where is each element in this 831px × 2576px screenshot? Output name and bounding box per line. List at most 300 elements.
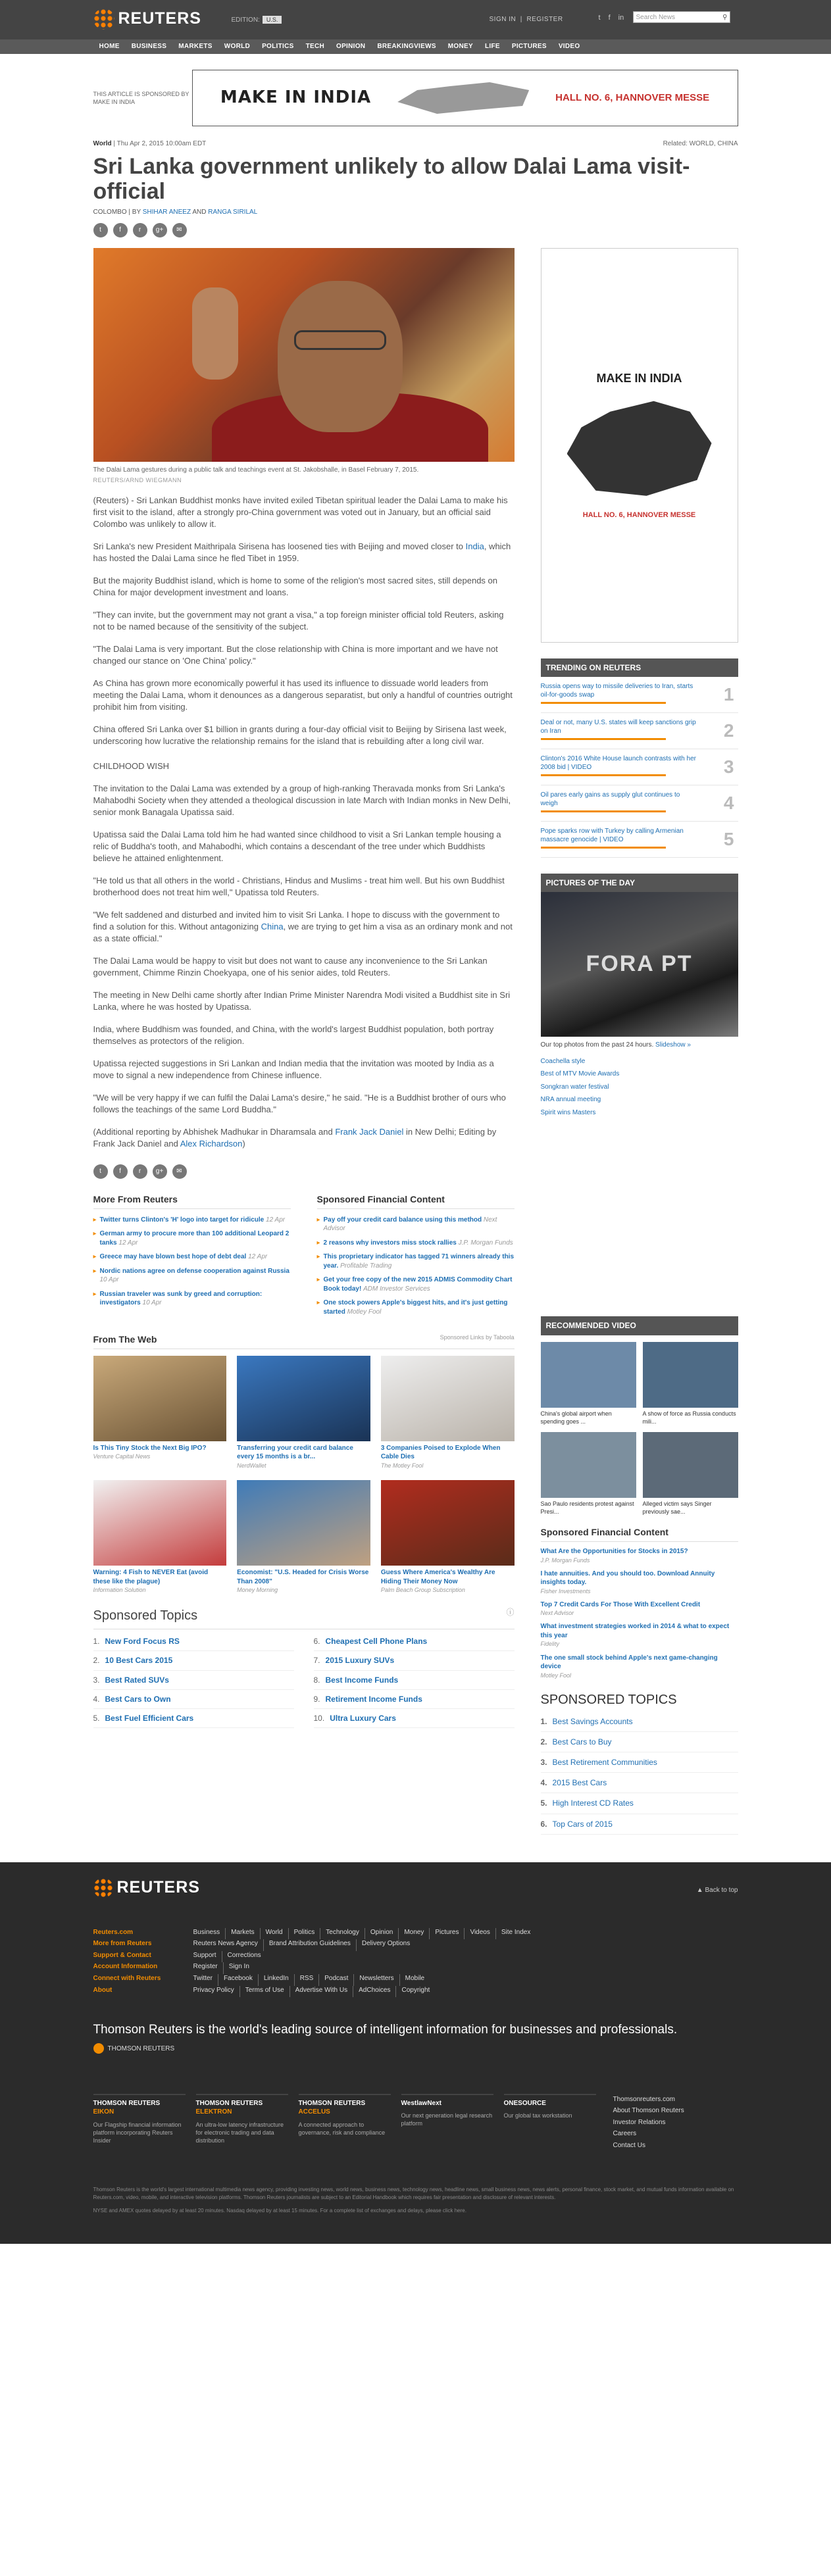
video-thumbnail[interactable] <box>541 1432 636 1498</box>
more-from-reuters <box>93 1193 291 1319</box>
product-desc: Our Flagship financial information platform incorporating Reuters Insider <box>93 2121 182 2144</box>
nav-item[interactable]: MARKETS <box>178 43 213 51</box>
gallery-link[interactable]: Songkran water festival <box>540 1083 609 1091</box>
web-thumbnail[interactable] <box>93 1480 227 1566</box>
article-date: Thu Apr 2, 2015 10:00am EDT <box>116 140 207 147</box>
trending-link[interactable]: Deal or not, many U.S. states will keep sanctions grip on Iran <box>540 719 696 735</box>
potd-caption: Our top photos from the past 24 hours. Slideshow » <box>540 1041 691 1049</box>
footer-link[interactable]: Corrections <box>227 1951 261 1959</box>
trending-link[interactable]: Russia opens way to missile deliveries to Iran, starts oil-for-goods swap <box>540 683 693 699</box>
footer-link[interactable]: RSS <box>300 1974 320 1986</box>
product-desc: Our global tax workstation <box>503 2112 572 2119</box>
more-item[interactable] <box>93 1264 291 1287</box>
twitter-icon[interactable]: t <box>598 14 601 22</box>
nav-item[interactable]: BUSINESS <box>131 43 167 51</box>
web-card[interactable] <box>93 1356 227 1470</box>
web-thumbnail[interactable] <box>237 1356 370 1441</box>
web-title[interactable]: Economist: "U.S. Headed for Crisis Worse Than 2008" <box>237 1569 369 1585</box>
video-card[interactable] <box>643 1432 738 1516</box>
top-bar <box>0 0 831 39</box>
popularity-bar <box>541 774 666 776</box>
web-title[interactable]: Transferring your credit card balance every 15 months is a br... <box>237 1444 353 1461</box>
topic-item[interactable]: 4. Best Cars to Own <box>93 1690 294 1709</box>
more-date: 12 Apr <box>118 1239 138 1247</box>
lion-logo-icon <box>567 396 712 501</box>
sponsor-source: Fisher Investments <box>540 1587 591 1595</box>
nav-item[interactable]: WORLD <box>224 43 251 51</box>
nav-item[interactable]: OPINION <box>336 43 366 51</box>
product-desc: A connected approach to governance, risk and compliance <box>298 2121 386 2136</box>
nav-item[interactable]: POLITICS <box>262 43 294 51</box>
lion-logo-icon <box>397 78 529 118</box>
tr-logo-icon <box>93 2043 104 2054</box>
nav-item[interactable]: TECH <box>305 43 324 51</box>
corporate-link[interactable]: Contact Us <box>613 2141 645 2149</box>
web-source: Money Morning <box>237 1587 278 1594</box>
tagline-band <box>0 2014 831 2066</box>
web-card[interactable] <box>381 1480 515 1594</box>
product-card[interactable] <box>93 2094 186 2152</box>
sponsored-link[interactable]: What Are the Opportunities for Stocks in 2015? <box>540 1548 688 1556</box>
india-link[interactable]: India <box>465 541 484 551</box>
share-bar <box>93 223 738 237</box>
article-body <box>93 495 515 1150</box>
paragraph: "He told us that all others in the world - Christians, Hindus and Muslims - treat him well. But his own Buddhist brotherhood does not treat him well," Upatissa told Reuters. <box>93 875 505 897</box>
video-thumbnail[interactable] <box>643 1432 738 1498</box>
footer-link[interactable]: Politics <box>294 1928 321 1940</box>
reuters-logo-icon <box>93 9 114 30</box>
topic-link[interactable]: Best Cars to Own <box>105 1694 171 1704</box>
footer-link[interactable]: LinkedIn <box>264 1974 295 1986</box>
trending-item[interactable] <box>541 713 738 749</box>
product-desc: Our next generation legal research platform <box>401 2112 493 2127</box>
pictures-of-day-image[interactable] <box>541 892 738 1037</box>
web-source: Information Solution <box>93 1587 146 1594</box>
article-column <box>93 248 515 1835</box>
topic-item[interactable]: 3. Best Rated SUVs <box>93 1671 294 1690</box>
more-date: 12 Apr <box>266 1216 286 1224</box>
web-thumbnail[interactable] <box>381 1480 515 1566</box>
facebook-share-icon[interactable]: f <box>113 223 128 237</box>
more-title: More From Reuters <box>93 1193 291 1209</box>
corporate-link[interactable]: Careers <box>613 2130 637 2138</box>
header-social <box>599 13 624 23</box>
topic-link[interactable]: 10 Best Cars 2015 <box>105 1656 173 1666</box>
reddit-share-icon[interactable]: r <box>133 1164 147 1179</box>
web-thumbnail[interactable] <box>93 1356 227 1441</box>
sponsor-source: ADM Investor Services <box>363 1285 430 1293</box>
paragraph: The meeting in New Delhi came shortly after Indian Prime Minister Narendra Modi visited a Buddhist site in Sri Lanka, where he was hosted by Upatissa. <box>93 989 511 1012</box>
article-photo[interactable] <box>93 248 515 462</box>
author-link[interactable]: RANGA SIRILAL <box>208 208 258 216</box>
popularity-bar <box>541 702 666 704</box>
footer-link[interactable]: Technology <box>326 1928 365 1940</box>
sponsored-link[interactable]: This proprietary indicator has tagged 71 winners already this year. <box>323 1253 515 1270</box>
topic-item[interactable]: 10. Ultra Luxury Cars <box>314 1709 515 1728</box>
web-title[interactable]: Guess Where America's Wealthy Are Hiding Their Money Now <box>380 1569 495 1585</box>
topic-item[interactable]: 4. 2015 Best Cars <box>541 1773 738 1793</box>
sponsor-ad[interactable] <box>93 70 738 126</box>
sponsored-link[interactable]: I hate annuities. And you should too. Download Annuity insights today. <box>540 1570 715 1587</box>
footer-link-row <box>193 1928 738 1940</box>
topic-link[interactable]: Cheapest Cell Phone Plans <box>325 1637 428 1647</box>
corporate-link[interactable]: Thomsonreuters.com <box>613 2095 675 2103</box>
video-title[interactable]: Alleged victim says Singer previously sae... <box>642 1500 712 1515</box>
paragraph: Sri Lanka's new President Maithripala Sirisena has loosened ties with Beijing and moved closer to India, which has hosted the Dalai Lama since he fled Tibet in 1959. <box>93 541 511 563</box>
video-title[interactable]: A show of force as Russia conducts mili... <box>642 1410 736 1425</box>
topic-link[interactable]: Best Rated SUVs <box>105 1675 169 1685</box>
topic-link[interactable]: 2015 Best Cars <box>552 1778 607 1788</box>
product-card[interactable] <box>504 2094 596 2152</box>
legal-quotes: NYSE and AMEX quotes delayed by at least 20 minutes. Nasdaq delayed by at least 15 minutes. For a complete list of exchanges and delays, please click here. <box>93 2207 466 2214</box>
section-label[interactable]: World <box>93 140 112 147</box>
topic-link[interactable]: Best Income Funds <box>325 1675 399 1685</box>
footer-heading[interactable]: Connect with Reuters <box>93 1974 161 1982</box>
topic-item[interactable]: 8. Best Income Funds <box>314 1671 515 1690</box>
rv-title: RECOMMENDED VIDEO <box>541 1316 738 1335</box>
topic-link[interactable]: High Interest CD Rates <box>552 1798 634 1808</box>
product-name: WestlawNext <box>401 2099 442 2107</box>
more-item[interactable] <box>93 1287 291 1310</box>
topics-title: Sponsored Topics <box>93 1608 198 1623</box>
video-title[interactable]: China's global airport when spending goes ... <box>540 1410 612 1425</box>
sponsor-source: Fidelity <box>540 1641 560 1648</box>
more-link[interactable]: German army to procure more than 100 additional Leopard 2 tanks <box>99 1230 290 1247</box>
account-links: SIGN IN | REGISTER <box>489 16 563 23</box>
banner-title: MAKE IN INDIA <box>220 87 372 108</box>
footer-heading[interactable]: About <box>93 1986 113 1994</box>
popularity-bar <box>541 810 666 812</box>
footer-link[interactable]: Brand Attribution Guidelines <box>269 1939 357 1951</box>
twitter-share-icon[interactable]: t <box>93 1164 108 1179</box>
trending-rank: 2 <box>723 720 734 741</box>
topic-item[interactable]: 1. New Ford Focus RS <box>93 1632 294 1651</box>
sponsor-source: J.P. Morgan Funds <box>458 1239 513 1247</box>
from-the-web <box>93 1333 515 1594</box>
facebook-icon[interactable]: f <box>608 14 611 22</box>
back-to-top[interactable]: ▲ Back to top <box>696 1886 738 1894</box>
footer-heading[interactable]: Reuters.com <box>93 1928 134 1936</box>
paragraph: The Dalai Lama would be happy to visit but does not want to cause any inconvenience to the Sri Lankan government, Chimme Rinzin Choekyapa, one of his senior aides, told Reuters. <box>93 955 488 978</box>
paragraph: But the majority Buddhist island, which is home to some of the religion's most sacred sites, still depends on China for major development investment and loans. <box>93 575 498 597</box>
footer-link[interactable]: Support <box>193 1951 222 1963</box>
product-name: THOMSON REUTERS <box>195 2099 263 2107</box>
topic-link[interactable]: Top Cars of 2015 <box>552 1819 613 1829</box>
legal <box>0 2171 831 2215</box>
more-link[interactable]: Twitter turns Clinton's 'H' logo into target for ridicule <box>99 1216 264 1224</box>
footer-link[interactable]: Copyright <box>401 1986 430 1994</box>
make-in-india-banner[interactable] <box>192 70 738 126</box>
register-link[interactable]: REGISTER <box>526 16 563 23</box>
web-title[interactable]: Is This Tiny Stock the Next Big IPO? <box>93 1444 207 1452</box>
corporate-link[interactable]: About Thomson Reuters <box>613 2107 684 2115</box>
footer-link[interactable]: Opinion <box>370 1928 399 1940</box>
footer-link[interactable]: AdChoices <box>359 1986 396 1998</box>
sponsored-topics-bottom <box>93 1607 515 1728</box>
web-source: The Motley Fool <box>380 1462 424 1469</box>
googleplus-share-icon[interactable]: g+ <box>153 223 167 237</box>
paragraph: Upatissa rejected suggestions in Sri Lankan and Indian media that the invitation was mooted by India as a move to signal a new independence from Chinese influence. <box>93 1058 494 1080</box>
nav-item[interactable]: MONEY <box>447 43 473 51</box>
topic-link[interactable]: Best Cars to Buy <box>552 1737 612 1746</box>
video-card[interactable] <box>541 1342 636 1425</box>
sponsor-source: Next Advisor <box>323 1216 497 1233</box>
search-input[interactable] <box>633 11 730 23</box>
footer-link-row <box>193 1962 738 1974</box>
popularity-bar <box>541 738 666 740</box>
paragraph: "We will be very happy if we can fulfil the Dalai Lama's desire," he said. "He is a Buddhist brother of ours who follows the teachings of the same Lord Buddha." <box>93 1092 506 1114</box>
corporate-links <box>613 2094 684 2152</box>
paragraph: "They can invite, but the government may not grant a visa," a top foreign minister official told Reuters, asking not to be named because of the sensitivity of the subject. <box>93 609 504 632</box>
footer-link[interactable]: Podcast <box>324 1974 354 1986</box>
sponsor-source: Next Advisor <box>540 1610 574 1617</box>
trending-link[interactable]: Oil pares early gains as supply glut continues to weigh <box>540 791 680 808</box>
web-source: Venture Capital News <box>93 1453 151 1460</box>
trending-link[interactable]: Pope sparks row with Turkey by calling Armenian massacre genocide | VIDEO <box>540 828 684 844</box>
sponsored-item[interactable] <box>317 1296 515 1319</box>
trending-link[interactable]: Clinton's 2016 White House launch contrasts with her 2008 bid | VIDEO <box>540 755 696 772</box>
more-date: 10 Apr <box>142 1299 162 1307</box>
china-link[interactable]: China <box>261 921 284 931</box>
trending-item[interactable] <box>541 677 738 713</box>
sponsored-item[interactable] <box>317 1213 515 1236</box>
related-label: Related: <box>663 140 688 147</box>
topic-link[interactable]: Retirement Income Funds <box>325 1694 422 1704</box>
linkedin-icon[interactable]: in <box>618 14 624 22</box>
topic-item[interactable]: 6. Top Cars of 2015 <box>541 1814 738 1835</box>
sponsor-source: Motley Fool <box>540 1672 572 1679</box>
sponsored-link[interactable]: One stock powers Apple's biggest hits, and it's just getting started <box>323 1299 508 1316</box>
sponsored-link[interactable]: Pay off your credit card balance using this method <box>323 1216 482 1224</box>
footer-link[interactable]: Markets <box>231 1928 261 1940</box>
edition-value[interactable]: U.S. <box>263 16 282 24</box>
email-share-icon[interactable]: ✉ <box>172 1164 187 1179</box>
footer-heading[interactable]: Support & Contact <box>93 1951 151 1959</box>
footer-link[interactable]: Advertise With Us <box>295 1986 353 1998</box>
web-card[interactable] <box>381 1356 515 1470</box>
editor-link[interactable]: Alex Richardson <box>180 1138 243 1149</box>
footer-link-row <box>193 1986 738 1998</box>
video-card[interactable] <box>643 1342 738 1425</box>
topic-link[interactable]: New Ford Focus RS <box>105 1637 180 1647</box>
popularity-bar <box>541 847 666 849</box>
topic-link[interactable]: Best Savings Accounts <box>552 1716 633 1726</box>
trending-rank: 5 <box>723 829 734 850</box>
more-item[interactable] <box>93 1227 291 1250</box>
author-link[interactable]: Frank Jack Daniel <box>335 1126 404 1137</box>
footer <box>0 1862 831 2244</box>
product-sub: EIKON <box>93 2108 114 2116</box>
footer-link[interactable]: Sign In <box>228 1963 249 1971</box>
gallery-link[interactable]: Coachella style <box>540 1057 586 1065</box>
related-links[interactable]: WORLD, CHINA <box>689 140 738 147</box>
footer-link-row <box>193 1939 738 1951</box>
info-icon[interactable]: ⓘ <box>506 1608 515 1618</box>
corporate-link[interactable]: Investor Relations <box>613 2118 666 2126</box>
sponsored-link[interactable]: The one small stock behind Apple's next game-changing device <box>540 1654 718 1671</box>
paragraph: (Additional reporting by Abhishek Madhukar in Dharamsala and Frank Jack Daniel in New Delhi; Editing by Frank Jack Daniel and Alex Richardson) <box>93 1126 497 1149</box>
product-name: THOMSON REUTERS <box>93 2099 161 2107</box>
share-bar-bottom <box>93 1164 515 1179</box>
product-desc: An ultra-low latency infrastructure for electronic trading and data distribution <box>195 2121 284 2144</box>
web-title[interactable]: Warning: 4 Fish to NEVER Eat (avoid these like the plague) <box>93 1569 209 1585</box>
topic-item[interactable]: 3. Best Retirement Communities <box>541 1752 738 1773</box>
web-card[interactable] <box>237 1356 370 1470</box>
topic-item[interactable]: 5. High Interest CD Rates <box>541 1793 738 1814</box>
video-card[interactable] <box>541 1432 636 1516</box>
web-card[interactable] <box>93 1480 227 1594</box>
footer-link[interactable]: Money <box>404 1928 430 1940</box>
more-link[interactable]: Russian traveler was sunk by greed and corruption: investigators <box>99 1290 263 1307</box>
sponsored-link[interactable]: Get your free copy of the new 2015 ADMIS Commodity Chart Book today! <box>323 1276 513 1293</box>
topic-link[interactable]: Best Retirement Communities <box>552 1758 657 1768</box>
sponsor-source: J.P. Morgan Funds <box>540 1556 590 1564</box>
footer-link[interactable]: Business <box>193 1928 226 1940</box>
product-name: ONESOURCE <box>503 2099 546 2107</box>
topic-item[interactable]: 2. 10 Best Cars 2015 <box>93 1651 294 1670</box>
product-sub: ELEKTRON <box>195 2108 232 2116</box>
slideshow-link[interactable]: Slideshow » <box>655 1041 691 1049</box>
more-link[interactable]: Nordic nations agree on defense cooperation against Russia <box>99 1267 290 1275</box>
footer-heading[interactable]: Account Information <box>93 1963 158 1971</box>
potd-title: PICTURES OF THE DAY <box>541 874 738 892</box>
sponsored-financial <box>317 1193 515 1319</box>
potd-image-text: FORA PT <box>586 951 693 977</box>
edition-selector[interactable] <box>232 16 282 25</box>
sponsored-topics-side <box>541 1691 738 1835</box>
topic-item[interactable]: 5. Best Fuel Efficient Cars <box>93 1709 294 1728</box>
footer-link[interactable]: World <box>266 1928 289 1940</box>
trending-item[interactable] <box>541 822 738 858</box>
banner-hall: HALL NO. 6, HANNOVER MESSE <box>555 91 710 103</box>
more-link[interactable]: Greece may have blown best hope of debt deal <box>99 1253 247 1261</box>
more-date: 12 Apr <box>248 1253 268 1261</box>
sidebar-ad[interactable] <box>541 248 738 643</box>
topic-link[interactable]: 2015 Luxury SUVs <box>325 1656 395 1666</box>
sidebar <box>541 248 738 1835</box>
gallery-link[interactable]: NRA annual meeting <box>540 1096 601 1104</box>
edition-label: EDITION: <box>231 16 260 24</box>
footer-link[interactable]: Newsletters <box>359 1974 399 1986</box>
topic-item[interactable]: 9. Retirement Income Funds <box>314 1690 515 1709</box>
topic-link[interactable]: Ultra Luxury Cars <box>330 1713 396 1723</box>
product-card[interactable] <box>299 2094 391 2152</box>
footer-logo[interactable] <box>93 1877 738 1899</box>
reddit-share-icon[interactable]: r <box>133 223 147 237</box>
gallery-link[interactable]: Best of MTV Movie Awards <box>540 1070 620 1078</box>
video-thumbnail[interactable] <box>541 1342 636 1408</box>
facebook-share-icon[interactable]: f <box>113 1164 128 1179</box>
sponsored-link[interactable]: Top 7 Credit Cards For Those With Excellent Credit <box>540 1600 701 1608</box>
footer-heading[interactable]: More from Reuters <box>93 1940 152 1948</box>
headline: Sri Lanka government unlikely to allow Dalai Lama visit-official <box>93 153 690 204</box>
footer-link[interactable]: Videos <box>470 1928 495 1940</box>
nav-item[interactable]: VIDEO <box>558 43 580 51</box>
web-title[interactable]: 3 Companies Poised to Explode When Cable Dies <box>380 1444 501 1461</box>
taboola-note[interactable]: Sponsored Links by Taboola <box>440 1334 515 1341</box>
footer-logo-text: REUTERS <box>116 1877 200 1896</box>
more-item[interactable] <box>93 1213 291 1227</box>
legal-text: Thomson Reuters is the world's largest international multimedia news agency, providing investing news, world news, business news, technology news, headline news, small business news, news alerts, personal finance, stock market, and mutual funds information available on Reuters.com, video, mobile, and interactive television platforms. Thomson Reuters journalists are subject to an Editorial Handbook which requires fair presentation and disclosure of relevant interests. <box>93 2186 734 2200</box>
paragraph: India, where Buddhism was founded, and China, with the world's largest Buddhist population, both portray themselves as protectors of the religion. <box>93 1024 494 1046</box>
sponsored-link[interactable]: What investment strategies worked in 2014 & what to expect this year <box>540 1623 730 1639</box>
footer-link[interactable]: Pictures <box>435 1928 465 1940</box>
googleplus-share-icon[interactable]: g+ <box>153 1164 167 1179</box>
web-thumbnail[interactable] <box>237 1480 370 1566</box>
tagline: Thomson Reuters is the world's leading source of intelligent information for businesses and professionals. <box>93 2022 678 2037</box>
footer-link[interactable]: Privacy Policy <box>193 1986 240 1998</box>
footer-link[interactable]: Twitter <box>193 1974 218 1986</box>
tr-logo[interactable]: THOMSON REUTERS <box>93 2043 738 2054</box>
topic-item[interactable]: 6. Cheapest Cell Phone Plans <box>314 1632 515 1651</box>
nav-item[interactable]: PICTURES <box>511 43 547 51</box>
footer-link[interactable]: Register <box>193 1962 224 1974</box>
reuters-logo[interactable] <box>93 8 201 30</box>
author-link[interactable]: SHIHAR ANEEZ <box>142 208 191 216</box>
nav-item[interactable]: BREAKINGVIEWS <box>377 43 436 51</box>
footer-link[interactable]: Mobile <box>405 1974 425 1982</box>
trending-rank: 4 <box>723 793 734 814</box>
sfin-title: Sponsored Financial Content <box>317 1193 515 1209</box>
sidebar-ad-hall: HALL NO. 6, HANNOVER MESSE <box>582 510 696 519</box>
topic-link[interactable]: Best Fuel Efficient Cars <box>105 1713 194 1723</box>
web-thumbnail[interactable] <box>381 1356 515 1441</box>
footer-link[interactable]: Reuters News Agency <box>193 1939 264 1951</box>
sponsored-link[interactable]: 2 reasons why investors miss stock rallies <box>323 1239 457 1247</box>
trending-item[interactable] <box>541 749 738 785</box>
sidebar-ad-title: MAKE IN INDIA <box>596 372 682 385</box>
gallery-link[interactable]: Spirit wins Masters <box>540 1108 596 1116</box>
product-sub: ACCELUS <box>298 2108 330 2116</box>
twitter-share-icon[interactable]: t <box>93 223 108 237</box>
topic-item[interactable]: 1. Best Savings Accounts <box>541 1712 738 1732</box>
email-share-icon[interactable]: ✉ <box>172 223 187 237</box>
products <box>0 2079 831 2152</box>
video-title[interactable]: Sao Paulo residents protest against Presi... <box>540 1500 634 1515</box>
topic-item[interactable]: 7. 2015 Luxury SUVs <box>314 1651 515 1670</box>
product-card[interactable] <box>401 2094 493 2152</box>
footer-link-row <box>193 1974 738 1986</box>
nav-item[interactable]: HOME <box>99 43 120 51</box>
byline-prefix: COLOMBO | BY <box>93 208 141 216</box>
footer-link[interactable]: Terms of Use <box>245 1986 290 1998</box>
sponsored-item[interactable] <box>317 1250 515 1273</box>
topic-item[interactable]: 2. Best Cars to Buy <box>541 1732 738 1752</box>
paragraph: The invitation to the Dalai Lama was extended by a group of high-ranking Theravada monks from Sri Lanka's Mahabodhi Society when they attended a theological discussion in late March with Indian monks in New Delhi, senior monk Banagala Upatissa said. <box>93 783 511 817</box>
product-card[interactable] <box>196 2094 288 2152</box>
more-item[interactable] <box>93 1250 291 1264</box>
reuters-logo-icon <box>93 1878 113 1898</box>
footer-link[interactable]: Delivery Options <box>361 1940 411 1948</box>
search-icon[interactable]: ⚲ <box>722 14 728 21</box>
nav-item[interactable]: LIFE <box>484 43 500 51</box>
footer-link[interactable]: Facebook <box>224 1974 259 1986</box>
sponsored-item[interactable] <box>317 1273 515 1296</box>
sponsored-item[interactable] <box>317 1236 515 1251</box>
byline-and: AND <box>192 208 207 216</box>
paragraph: "The Dalai Lama is very important. But the close relationship with China is more important and we have not changed our stance on 'One China' policy." <box>93 643 498 666</box>
web-card[interactable] <box>237 1480 370 1594</box>
subheading: CHILDHOOD WISH <box>93 760 170 771</box>
sponsor-label: THIS ARTICLE IS SPONSORED BY MAKE IN INDIA <box>93 90 189 105</box>
paragraph: Upatissa said the Dalai Lama told him he had wanted since childhood to visit a Sri Lankan temple housing a relic of Buddha's tooth, and Mahabodhi, which contains a descendant of the tree under which Buddhists believe he attained enlightenment. <box>93 829 501 863</box>
footer-link[interactable]: Site Index <box>501 1928 531 1936</box>
trending-rank: 3 <box>723 756 734 778</box>
video-thumbnail[interactable] <box>643 1342 738 1408</box>
signin-link[interactable]: SIGN IN <box>489 16 516 23</box>
trending-item[interactable] <box>541 785 738 822</box>
product-name: THOMSON REUTERS <box>298 2099 366 2107</box>
